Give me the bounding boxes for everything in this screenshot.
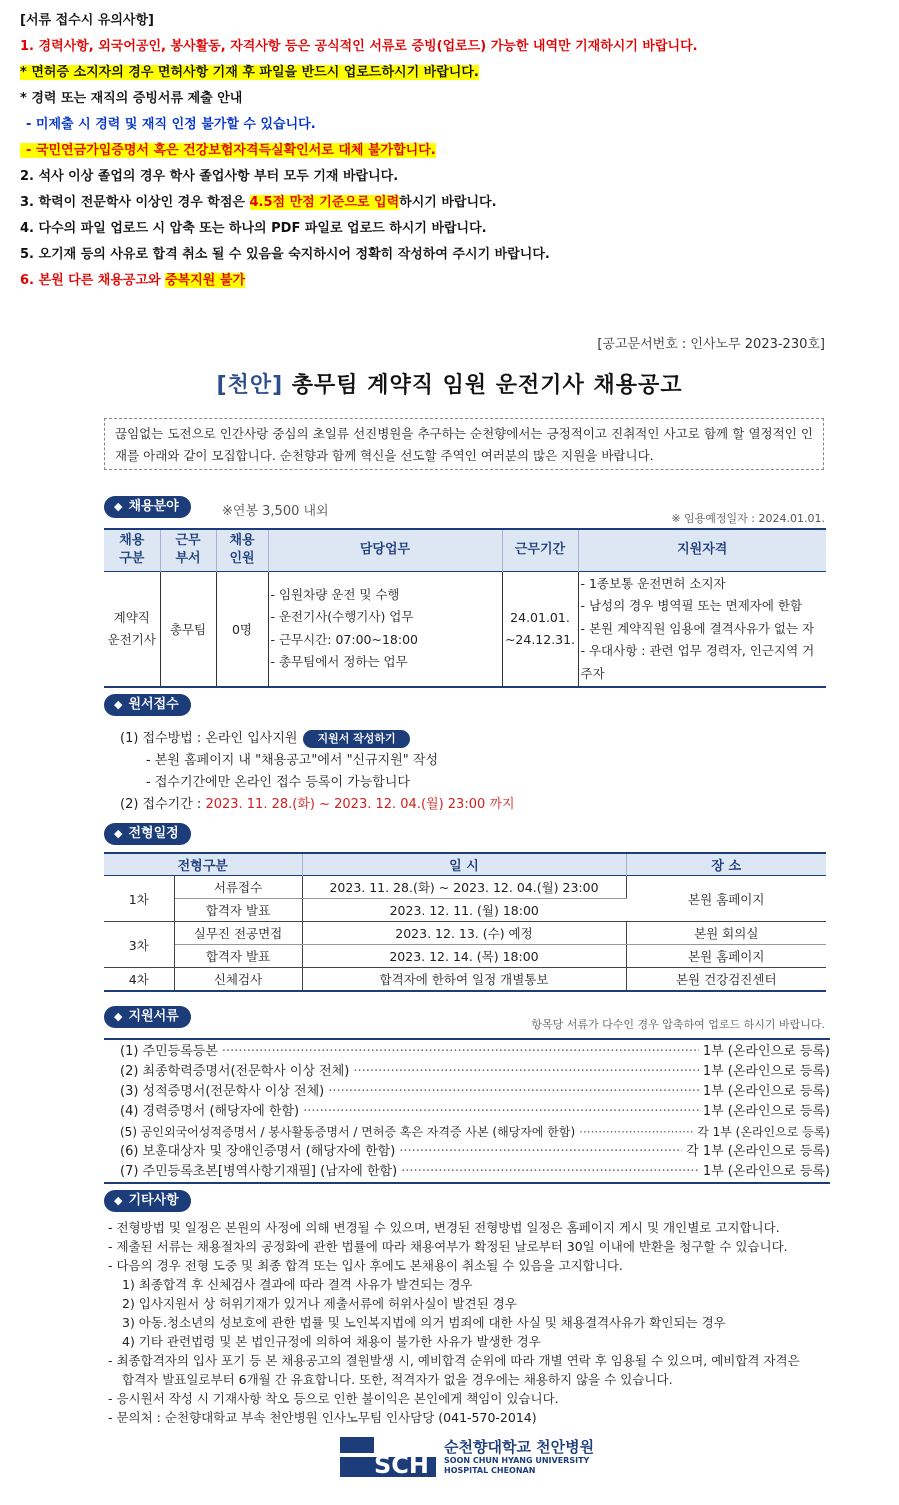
notice-item-2: 2. 석사 이상 졸업의 경우 학사 졸업사항 부터 모두 기재 바랍니다. [20,169,399,184]
place-3b: 본원 홈페이지 [626,945,826,968]
job-table [104,528,826,688]
write-application-button[interactable]: 지원서 작성하기 [303,730,409,748]
notice-item-5: 5. 오기재 등의 사유로 합격 취소 될 수 있음을 숙지하시어 정확히 작성하여 주시기 바랍니다. [20,247,550,262]
notice-item-1c: * 경력 또는 재직의 증빙서류 제출 안내 [20,91,243,106]
misc-line: - 전형방법 및 일정은 본원의 사정에 의해 변경될 수 있으며, 변경된 전형방법 일정은 홈페이지 게시 및 개인별로 고지합니다. [108,1220,780,1235]
notice-item-3: 3. 학력이 전문학사 이상인 경우 학점은 4.5점 만점 기준으로 입력하시기 바랍니다. [20,195,497,210]
step-3a: 실무진 전공면접 [174,922,302,945]
list-item: (5) 공인외국어성적증명서 / 봉사활동증명서 / 면허증 혹은 자격증 사본 (해당자에 한함) ····· 각 1부 (온라인으로 등록) [120,1122,830,1142]
place-4: 본원 건강검진센터 [626,968,826,991]
job-period: 24.01.01. ~24.12.31. [502,571,578,687]
date-1b: 2023. 12. 11. (월) 18:00 [302,899,626,922]
job-type: 계약직 운전기사 [104,571,160,687]
misc-line: 2) 입사지원서 상 허위기재가 있거나 제출서류에 허위사실이 발견된 경우 [122,1296,517,1311]
date-4: 합격자에 한하여 일정 개별통보 [302,968,626,991]
step-4: 신체검사 [174,968,302,991]
th-count: 채용 인원 [216,529,268,571]
notice-item-1b: * 면허증 소지자의 경우 면허사항 기재 후 파일을 반드시 업로드하시기 바랍니다. [20,65,479,80]
step-3b: 합격자 발표 [174,945,302,968]
job-dept: 총무팀 [160,571,216,687]
th-duty: 담당업무 [268,529,502,571]
apply-sub-1: - 본원 홈페이지 내 "채용공고"에서 "신규지원" 작성 [146,753,439,768]
sch-logo-icon [340,1437,436,1477]
job-quals: - 1종보통 운전면허 소지자 - 남성의 경우 병역필 또는 면제자에 한함 - 본원 계약직원 임용에 결격사유가 없는 자 - 우대사항 : 관련 업무 경력자, 인근지역 거주자 [580,575,815,681]
logo-english-1: SOON CHUN HYANG UNIVERSITY [444,1456,590,1465]
misc-line: 3) 아동.청소년의 성보호에 관한 법률 및 노인복지법에 의거 범죄에 대한 사실 및 채용결격사유가 확인되는 경우 [122,1315,726,1330]
apply-period-value: 2023. 11. 28.(화) ~ 2023. 12. 04.(월) 23:00 까지 [205,797,515,812]
th-type: 채용 구분 [104,529,160,571]
list-item: (1) 주민등록등본 ····· 1부 (온라인으로 등록) [120,1042,830,1062]
notice-block [20,8,880,294]
job-count: 0명 [216,571,268,687]
hospital-logo [340,1437,594,1477]
th-datetime: 일 시 [302,853,626,876]
th-period: 근무기간 [502,529,578,571]
diamond-icon: ◆ [114,1010,123,1023]
diamond-icon: ◆ [114,827,123,840]
step-1b: 합격자 발표 [174,899,302,922]
title-tag: [천안] [216,373,284,398]
svg-text:SCH: SCH [374,1451,429,1477]
misc-line: 합격자 발표일로부터 6개월 간 유효합니다. 또한, 적격자가 없을 경우에는 채용하지 않을 수 있습니다. [122,1372,673,1387]
list-item: (7) 주민등록초본[병역사항기재필] (남자에 한함) ····· 1부 (온라인으로 등록) [120,1162,830,1182]
apply-period-label: (2) 접수기간 : [120,797,206,812]
notice-item-1: 1. 경력사항, 외국어공인, 봉사활동, 자격사항 등은 공식적인 서류로 증빙(업로드) 가능한 내역만 기재하시기 바랍니다. [20,39,698,54]
logo-korean: 순천향대학교 천안병원 [444,1438,595,1456]
place-3a: 본원 회의실 [626,922,826,945]
misc-line: 4) 기타 관련법령 및 본 법인규정에 의하여 채용이 불가한 사유가 발생한 경우 [122,1334,541,1349]
misc-line: 1) 최종합격 후 신체검사 결과에 따라 결격 사유가 발견되는 경우 [122,1277,473,1292]
page-title [0,368,899,399]
date-3a: 2023. 12. 13. (수) 예정 [302,922,626,945]
date-3b: 2023. 12. 14. (목) 18:00 [302,945,626,968]
step-1a: 서류접수 [174,876,302,899]
misc-line: - 문의처 : 순천향대학교 부속 천안병원 인사노무팀 인사담당 (041-570-2014) [108,1410,537,1425]
diamond-icon: ◆ [114,1194,123,1207]
list-item: (4) 경력증명서 (해당자에 한함) ····· 1부 (온라인으로 등록) [120,1102,830,1122]
documents-list [104,1038,830,1184]
notice-item-4: 4. 다수의 파일 업로드 시 압축 또는 하나의 PDF 파일로 업로드 하시기 바랍니다. [20,221,487,236]
misc-line: - 최종합격자의 입사 포기 등 본 채용공고의 결원발생 시, 예비합격 순위에 따라 개별 연락 후 임용될 수 있으며, 예비합격 자격은 [108,1353,800,1368]
section-apply: ◆ 원서접수 [104,694,191,716]
apply-block [120,728,515,816]
stage-1: 1차 [104,876,174,922]
th-dept: 근무 부서 [160,529,216,571]
section-docs: ◆ 지원서류 [104,1006,191,1028]
th-place: 장 소 [626,853,826,876]
list-item: (6) 보훈대상자 및 장애인증명서 (해당자에 한함) ····· 각 1부 (온라인으로 등록) [120,1142,830,1162]
logo-english-2: HOSPITAL CHEONAN [444,1466,536,1475]
stage-3: 3차 [104,922,174,968]
diamond-icon: ◆ [114,500,123,513]
notice-item-6: 6. 본원 다른 채용공고와 중복지원 불가 [20,273,245,288]
notice-item-1d: - 미제출 시 경력 및 재직 인정 불가할 수 있습니다. [26,117,316,132]
misc-line: - 다음의 경우 전형 도중 및 최종 합격 또는 입사 후에도 본채용이 취소될 수 있음을 고지합니다. [108,1258,623,1273]
section-field: ◆ 채용분야 [104,496,191,518]
th-stage: 전형구분 [104,853,302,876]
place-1: 본원 홈페이지 [626,876,826,922]
list-item: (2) 최종학력증명서(전문학사 이상 전체) ····· 1부 (온라인으로 등록) [120,1062,830,1082]
appoint-date: ※ 임용예정일자 : 2024.01.01. [671,512,825,525]
schedule-table [104,852,826,992]
stage-4: 4차 [104,968,174,991]
section-schedule: ◆ 전형일정 [104,823,191,845]
apply-method: (1) 접수방법 : 온라인 입사지원 [120,731,298,746]
misc-list [108,1218,828,1427]
diamond-icon: ◆ [114,698,123,711]
intro-text: 끊임없는 도전으로 인간사랑 중심의 초일류 선진병원을 추구하는 순천향에서는 긍정적이고 진취적인 사고로 함께 할 열정적인 인재를 아래와 같이 모집합니다. 순천향과 함께 혁신을 선도할 주역인 여러분의 많은 지원을 바랍니다. [104,418,824,470]
title-main: 총무팀 계약직 임원 운전기사 채용공고 [283,373,683,398]
salary-note: ※연봉 3,500 내외 [222,504,329,519]
doc-number: [공고문서번호 : 인사노무 2023-230호] [597,337,825,352]
docs-note: 항목당 서류가 다수인 경우 압축하여 업로드 하시기 바랍니다. [531,1018,825,1031]
job-duties: - 임원차량 운전 및 수행 - 운전기사(수행기사) 업무 - 근무시간: 07:00~18:00 - 총무팀에서 정하는 업무 [268,571,502,687]
apply-sub-2: - 접수기간에만 온라인 접수 등록이 가능합니다 [146,775,410,790]
list-item: (3) 성적증명서(전문학사 이상 전체) ····· 1부 (온라인으로 등록) [120,1082,830,1102]
notice-heading: [서류 접수시 유의사항] [20,13,154,28]
misc-line: - 응시원서 작성 시 기재사항 착오 등으로 인한 불이익은 본인에게 책임이 있습니다. [108,1391,559,1406]
notice-item-1e: - 국민연금가입증명서 혹은 건강보험자격득실확인서로 대체 불가합니다. [20,143,436,158]
misc-line: - 제출된 서류는 채용절차의 공정화에 관한 법률에 따라 채용여부가 확정된 날로부터 30일 이내에 반환을 청구할 수 있습니다. [108,1239,788,1254]
date-1a: 2023. 11. 28.(화) ~ 2023. 12. 04.(월) 23:00 [302,876,626,899]
section-misc: ◆ 기타사항 [104,1190,191,1212]
th-qual: 지원자격 [578,529,826,571]
